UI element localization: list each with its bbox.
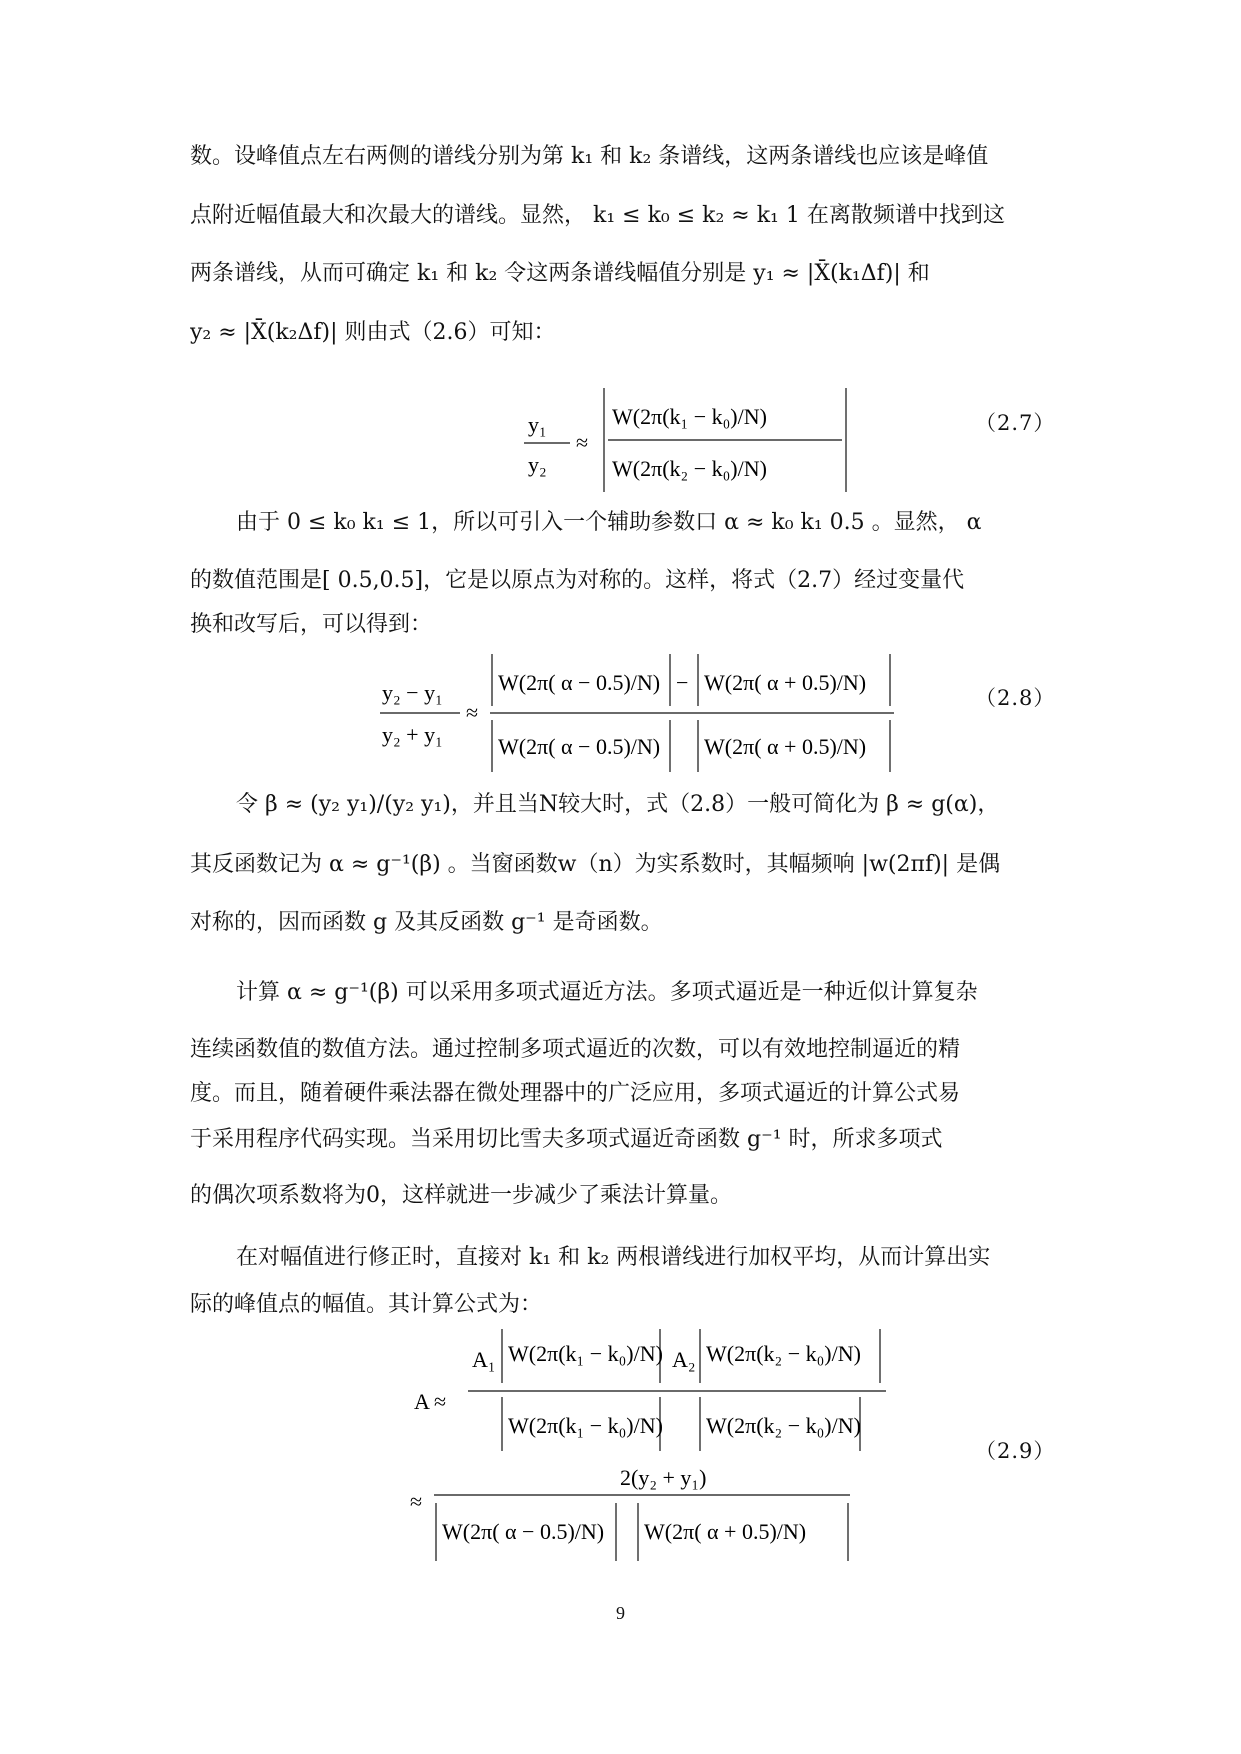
eq-numerator: W(2π(k₁ − k₀)/N) <box>612 404 767 429</box>
text-line: 两条谱线，从而可确定 k₁ 和 k₂ 令这两条谱线幅值分别是 y₁ ≈ |X̄(k₁Δf)| 和 <box>190 261 930 286</box>
eq-approx: ≈ <box>466 700 479 725</box>
eq-term: W(2π(k₁ − k₀)/N) <box>508 1413 663 1438</box>
text-line: 际的峰值点的幅值。其计算公式为： <box>190 1292 543 1317</box>
eq-frac-num: y₁ <box>528 412 547 437</box>
eq-coef: A₁ <box>472 1347 496 1372</box>
eq-term: W(2π( α − 0.5)/N) <box>442 1519 605 1544</box>
eq-approx: ≈ <box>576 430 589 455</box>
eq-term: W(2π(k₂ − k₀)/N) <box>706 1413 861 1438</box>
text-line: 在对幅值进行修正时，直接对 k₁ 和 k₂ 两根谱线进行加权平均，从而计算出实 <box>236 1245 991 1270</box>
text-line: 令 β ≈ (y₂ y₁)/(y₂ y₁)，并且当N较大时，式（2.8）一般可简化为 β ≈ g(α)， <box>236 792 1000 817</box>
text-line: 的偶次项系数将为0，这样就进一步减少了乘法计算量。 <box>190 1183 732 1208</box>
eq-minus: − <box>676 670 689 695</box>
text-line: 其反函数记为 α ≈ g⁻¹(β) 。当窗函数w（n）为实系数时，其幅频响 |w(2πf)| 是偶 <box>190 852 1001 877</box>
eq-term: W(2π( α − 0.5)/N) <box>498 670 661 695</box>
equation-2-8 <box>380 650 920 770</box>
text-line: 换和改写后，可以得到： <box>190 612 433 637</box>
text-line: 对称的，因而函数 g 及其反函数 g⁻¹ 是奇函数。 <box>190 910 663 935</box>
equation-number: （2.8） <box>975 686 1056 710</box>
text-line: y₂ ≈ |X̄(k₂Δf)| 则由式（2.6）可知： <box>190 320 556 345</box>
text-line: 于采用程序代码实现。当采用切比雪夫多项式逼近奇函数 g⁻¹ 时，所求多项式 <box>190 1127 943 1152</box>
eq-term: W(2π(k₁ − k₀)/N) <box>508 1341 663 1366</box>
text-line: 数。设峰值点左右两侧的谱线分别为第 k₁ 和 k₂ 条谱线，这两条谱线也应该是峰值 <box>190 144 989 169</box>
eq-coef: A₂ <box>672 1347 696 1372</box>
equation-number: （2.9） <box>975 1439 1056 1463</box>
eq-lhs: A <box>414 1389 430 1414</box>
eq-term: W(2π(k₂ − k₀)/N) <box>706 1341 861 1366</box>
eq-denominator: W(2π(k₂ − k₀)/N) <box>612 456 767 481</box>
equation-number: （2.7） <box>975 411 1056 435</box>
eq-term: W(2π( α + 0.5)/N) <box>704 670 867 695</box>
text-line: 的数值范围是[ 0.5,0.5]，它是以原点为对称的。这样，将式（2.7）经过变量代 <box>190 568 965 593</box>
eq-approx: ≈ <box>434 1389 447 1414</box>
eq-frac-den: y₂ + y₁ <box>382 722 443 747</box>
eq-frac-den: y₂ <box>528 452 547 477</box>
eq-frac-num: y₂ − y₁ <box>382 680 443 705</box>
eq-term: W(2π( α + 0.5)/N) <box>704 734 867 759</box>
equation-2-9 <box>410 1325 910 1575</box>
text-line: 由于 0 ≤ k₀ k₁ ≤ 1，所以可引入一个辅助参数口 α ≈ k₀ k₁ 0.5 。显然， α <box>236 510 982 535</box>
text-line: 计算 α ≈ g⁻¹(β) 可以采用多项式逼近方法。多项式逼近是一种近似计算复杂 <box>236 980 978 1005</box>
text-line: 度。而且，随着硬件乘法器在微处理器中的广泛应用，多项式逼近的计算公式易 <box>190 1081 961 1106</box>
eq-approx: ≈ <box>410 1489 423 1514</box>
page-number: 9 <box>616 1603 625 1623</box>
equation-2-7 <box>520 380 860 500</box>
eq-numerator: 2(y₂ + y₁) <box>620 1465 707 1490</box>
eq-term: W(2π( α + 0.5)/N) <box>644 1519 807 1544</box>
eq-term: W(2π( α − 0.5)/N) <box>498 734 661 759</box>
text-line: 连续函数值的数值方法。通过控制多项式逼近的次数，可以有效地控制逼近的精 <box>190 1037 961 1062</box>
text-line: 点附近幅值最大和次最大的谱线。显然， k₁ ≤ k₀ ≤ k₂ ≈ k₁ 1 在离散频谱中找到这 <box>190 203 1005 228</box>
